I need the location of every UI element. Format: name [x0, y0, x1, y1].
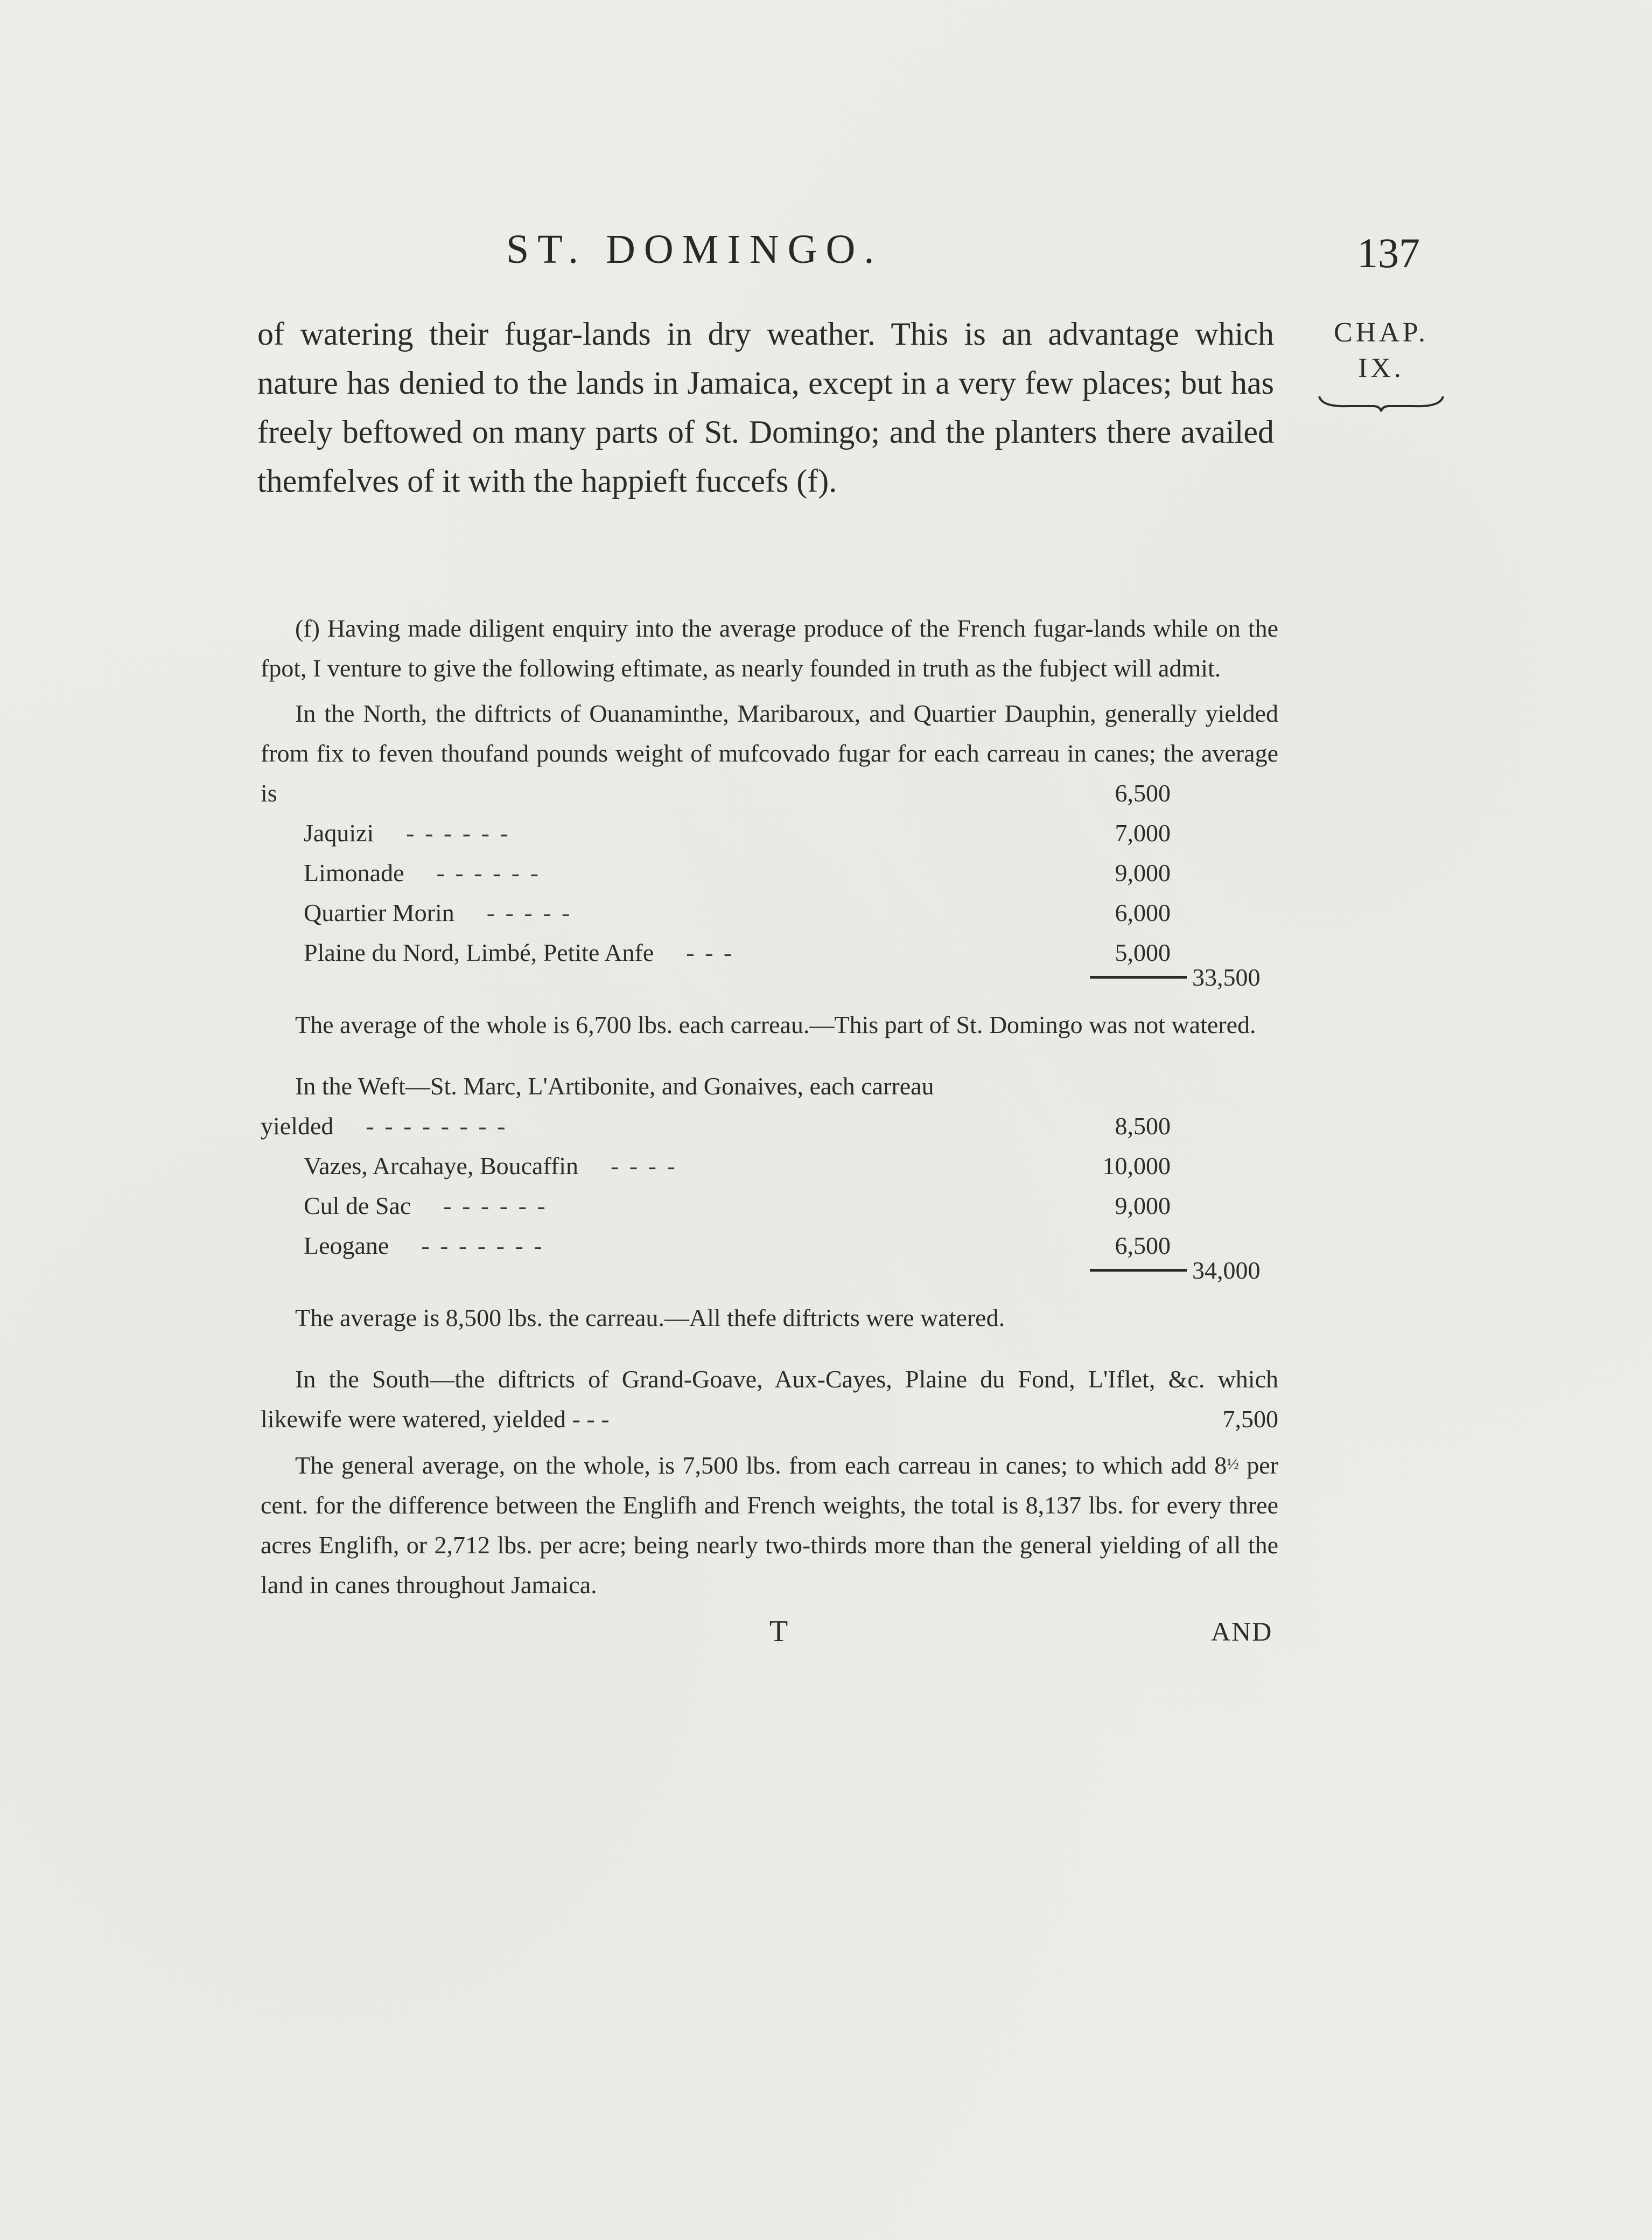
north-total: 33,500 [1192, 964, 1261, 991]
footnote-intro: (f) Having made diligent enquiry into the average produce of the French fugar-lands while on the fpot, I venture to give the following eftimate, as nearly founded in truth as the fubject will admit. [261, 615, 1278, 682]
district-value: 10,000 [1102, 1152, 1171, 1180]
district-name: Plaine du Nord, Limbé, Petite Anfe [304, 939, 654, 966]
north-total-row [261, 964, 1278, 1005]
district-value: 9,000 [1115, 1192, 1171, 1219]
district-value: 8,500 [1115, 1112, 1171, 1140]
table-row [261, 1226, 1278, 1266]
district-name: Limonade [304, 859, 404, 887]
chapter-label: CHAP. [1334, 317, 1429, 348]
north-summary: The average of the whole is 6,700 lbs. each carreau.—This part of St. Domingo was not watered. [295, 1011, 1256, 1038]
district-name: Jaquizi [304, 819, 374, 847]
general-average-paragraph [261, 1445, 1278, 1605]
west-total-row [261, 1257, 1278, 1298]
north-intro [261, 694, 1278, 813]
south-value: 7,500 [1222, 1405, 1278, 1433]
district-name: Leogane [304, 1232, 389, 1259]
leader-dashes: - - - - - [486, 899, 572, 926]
south-text: In the South—the diftricts of Grand-Goave, Aux-Cayes, Plaine du Fond, L'Iflet, &c. which likewife were watered, yielded - - - [261, 1365, 1278, 1433]
total-rule [1090, 1269, 1187, 1272]
general-text-post: per cent. for the difference between the Englifh and French weights, the total is 8,137 lbs. for every three acres Englifh, or 2,712 lbs. per acre; being nearly two-thirds more than the general yielding of all the land in canes throughout Jamaica. [261, 1452, 1278, 1599]
total-rule [1090, 976, 1187, 979]
general-text-pre: The general average, on the whole, is 7,500 lbs. from each carreau in canes; to which add 8 [295, 1452, 1227, 1479]
table-row [261, 1106, 1278, 1146]
main-paragraph: of watering their fugar-lands in dry weather. This is an advantage which nature has denied to the lands in Jamaica, except in a very few places; but has freely beftowed on many parts of St. Domingo; and the planters there availed themfelves of it with the happieft fuccefs (f). [257, 316, 1274, 499]
table-row [261, 933, 1278, 973]
west-total: 34,000 [1192, 1257, 1261, 1284]
north-intro-value: 6,500 [1115, 779, 1171, 807]
fraction: ½ [1227, 1455, 1239, 1473]
running-title: ST. DOMINGO. [506, 227, 883, 272]
district-value: 6,500 [1115, 1232, 1171, 1259]
district-name: yielded [261, 1112, 334, 1140]
signature-mark: T [769, 1615, 788, 1648]
leader-dashes: - - - [686, 939, 734, 966]
table-row [261, 1186, 1278, 1226]
district-name: Cul de Sac [304, 1192, 411, 1219]
footnote-block [261, 609, 1278, 1671]
table-row [261, 813, 1278, 853]
district-value: 7,000 [1115, 819, 1171, 847]
brace-icon-graphic [1317, 392, 1446, 414]
west-intro: In the Weft—St. Marc, L'Artibonite, and Gonaives, each carreau [295, 1072, 934, 1100]
table-row [261, 853, 1278, 893]
leader-dashes: - - - - - - [443, 1192, 548, 1219]
table-row [261, 893, 1278, 933]
leader-dashes: - - - - - - - [421, 1232, 544, 1259]
page-number: 137 [1357, 229, 1420, 276]
district-name: Quartier Morin [304, 899, 454, 926]
leader-dashes: - - - - [611, 1152, 677, 1180]
south-paragraph [261, 1359, 1278, 1439]
leader-dashes: - - - - - - [406, 819, 510, 847]
leader-dashes: - - - - - - [436, 859, 541, 887]
chapter-margin-note [1303, 315, 1459, 423]
leader-dashes: - - - - - - - - [366, 1112, 508, 1140]
north-intro-text: In the North, the diftricts of Ouanaminthe, Maribaroux, and Quartier Dauphin, generally yielded from fix to feven thoufand pounds weight of mufcovado fugar for each carreau in canes; the average is [261, 700, 1278, 807]
district-value: 6,000 [1115, 899, 1171, 926]
brace-icon [1303, 387, 1459, 423]
district-value: 9,000 [1115, 859, 1171, 887]
table-row [261, 1146, 1278, 1186]
district-name: Vazes, Arcahaye, Boucaffin [304, 1152, 579, 1180]
chapter-number: IX. [1358, 353, 1404, 383]
district-value: 5,000 [1115, 939, 1171, 966]
catchword: AND [1211, 1616, 1273, 1646]
west-summary: The average is 8,500 lbs. the carreau.—All thefe diftricts were watered. [295, 1304, 1005, 1331]
footer-row [261, 1611, 1278, 1671]
